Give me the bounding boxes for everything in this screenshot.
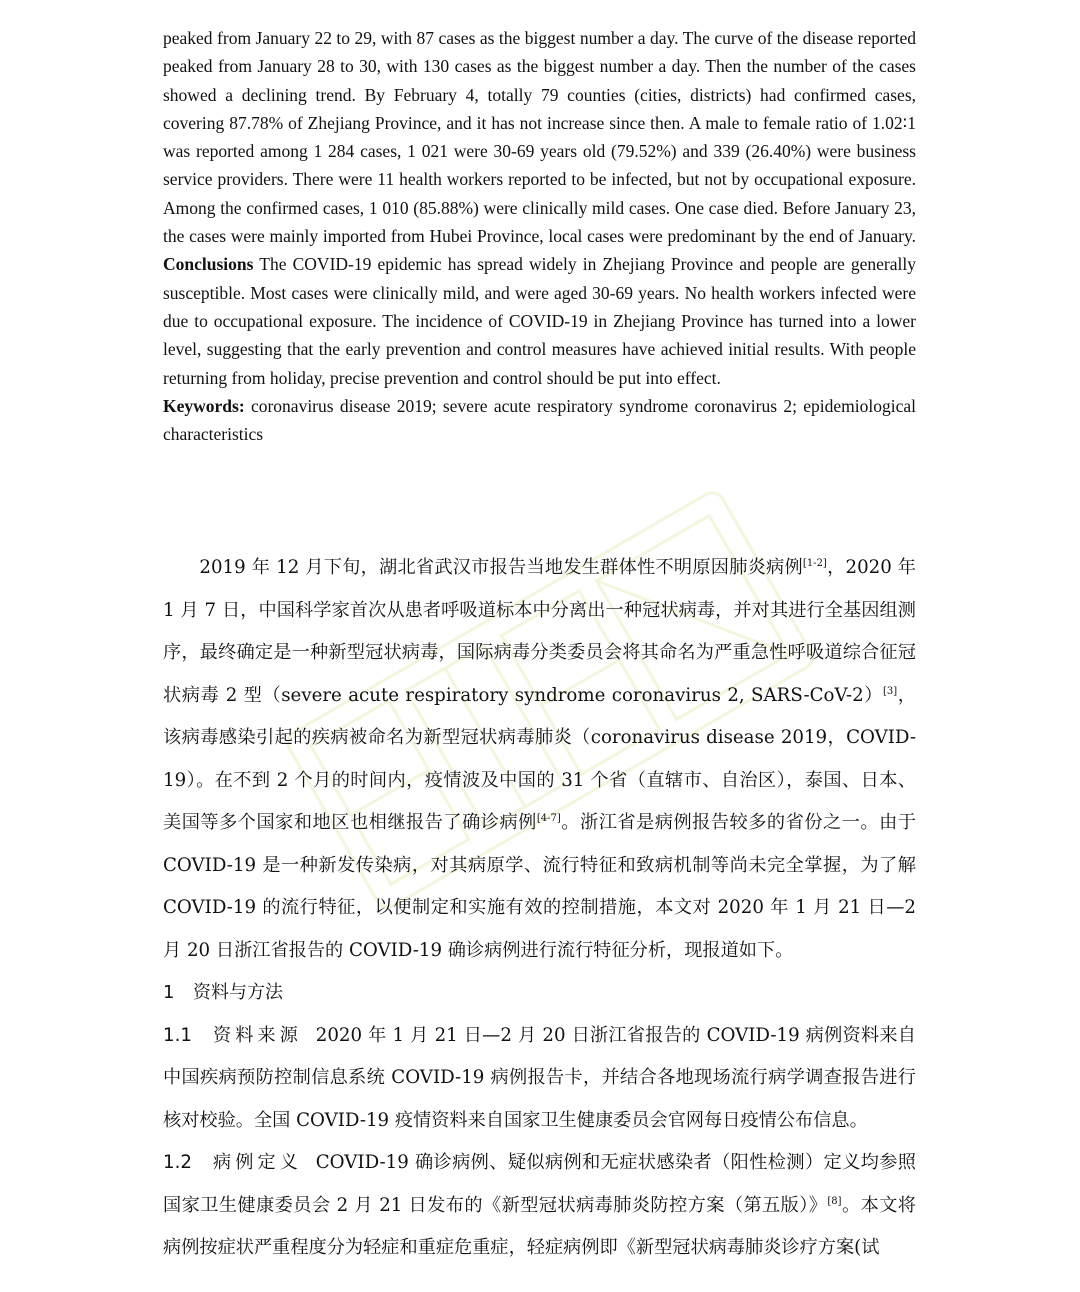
citation-3: [3] [883, 685, 898, 697]
section-1-1-number: 1.1 [163, 1024, 192, 1046]
intro-text-part-4: 。浙江省是病例报告较多的省份之一。由于 COVID-19 是一种新发传染病，对其病原学、流行特征和致病机制等尚未完全掌握，为了解 COVID-19 的流行特征，以便制定和实施有效的控制措施，本文对 2020 年 1 月 21 日—2 月 20 日浙江省报告的 COVID-19 确诊病例进行流行特征分析，现报道如下。 [163, 812, 916, 961]
keywords-label: Keywords: [163, 395, 245, 416]
section-1-heading [163, 972, 916, 1015]
intro-text-part-2: ，2020 年 1 月 7 日，中国科学家首次从患者呼吸道标本中分离出一种冠状病毒，并对其进行全基因组测序，最终确定是一种新型冠状病毒，国际病毒分类委员会将其命名为严重急性呼吸道综合征冠状病毒 2 型（severe acute respiratory syndrome coronavirus 2, SARS-CoV-2） [163, 557, 916, 706]
citation-4-7: [4-7] [536, 812, 561, 824]
section-1-2-text-b: 。本文将病例按症状严重程度分为轻症和重症危重症，轻症病例即《新型冠状病毒肺炎诊疗方案(试 [163, 1194, 916, 1258]
conclusions-text: The COVID-19 epidemic has spread widely in Zhejiang Province and people are generally susceptible. Most cases were clinically mild, and were aged 30-69 years. No health workers infected were due to occupational exposure. The incidence of COVID-19 in Zhejiang Province has turned into a lower level, suggesting that the early prevention and control measures have achieved initial results. With people returning from holiday, precise prevention and control should be put into effect. [163, 254, 916, 388]
abstract-results-text: peaked from January 22 to 29, with 87 cases as the biggest number a day. The curve of the disease reported peaked from January 28 to 30, with 130 cases as the biggest number a day. Then the number of the cases showed a declining trend. By February 4, totally 79 counties (cities, districts) had confirmed cases, covering 87.78% of Zhejiang Province, and it has not increase since then. A male to female ratio of 1.02∶1 was reported among 1 284 cases, 1 021 were 30-69 years old (79.52%) and 339 (26.40%) were business service providers. There were 11 health workers reported to be infected, but not by occupational exposure. Among the confirmed cases, 1 010 (85.88%) were clinically mild cases. One case died. Before January 23, the cases were mainly imported from Hubei Province, local cases were predominant by the end of January. [163, 28, 916, 247]
citation-8: [8] [827, 1195, 842, 1207]
keywords-text: coronavirus disease 2019; severe acute respiratory syndrome coronavirus 2; epidemiological characteristics [163, 395, 916, 445]
conclusions-label: Conclusions [163, 254, 254, 275]
intro-text-part-3: ，该病毒感染引起的疾病被命名为新型冠状病毒肺炎（coronavirus disease 2019，COVID-19）。在不到 2 个月的时间内，疫情波及中国的 31 个省（直辖市、自治区），泰国、日本、美国等多个国家和地区也相继报告了确诊病例 [163, 684, 916, 833]
section-1-2-number: 1.2 [163, 1152, 192, 1173]
abstract-english [163, 24, 916, 448]
main-text-chinese [163, 547, 916, 1270]
section-1-1-title: 资料来源 [213, 1024, 302, 1046]
section-1-title: 资料与方法 [193, 982, 283, 1003]
abstract-results-paragraph [163, 24, 916, 392]
section-1-2-title: 病例定义 [213, 1152, 302, 1173]
section-1-1-paragraph [163, 1015, 916, 1143]
intro-text-part-1: 2019 年 12 月下旬，湖北省武汉市报告当地发生群体性不明原因肺炎病例 [199, 557, 803, 578]
section-1-2-paragraph [163, 1142, 916, 1270]
section-1-2-text-a: COVID-19 确诊病例、疑似病例和无症状感染者（阳性检测）定义均参照国家卫生健康委员会 2 月 21 日发布的《新型冠状病毒肺炎防控方案（第五版）》 [163, 1152, 916, 1216]
section-1-number: 1 [163, 982, 175, 1003]
citation-1-2: [1-2] [802, 557, 827, 569]
intro-paragraph [163, 547, 916, 972]
section-1-1-text: 2020 年 1 月 21 日—2 月 20 日浙江省报告的 COVID-19 病例资料来自中国疾病预防控制信息系统 COVID-19 病例报告卡，并结合各地现场流行病学调查报告进行核对校验。全国 COVID-19 疫情资料来自国家卫生健康委员会官网每日疫情公布信息。 [163, 1024, 916, 1131]
keywords-line [163, 392, 916, 449]
